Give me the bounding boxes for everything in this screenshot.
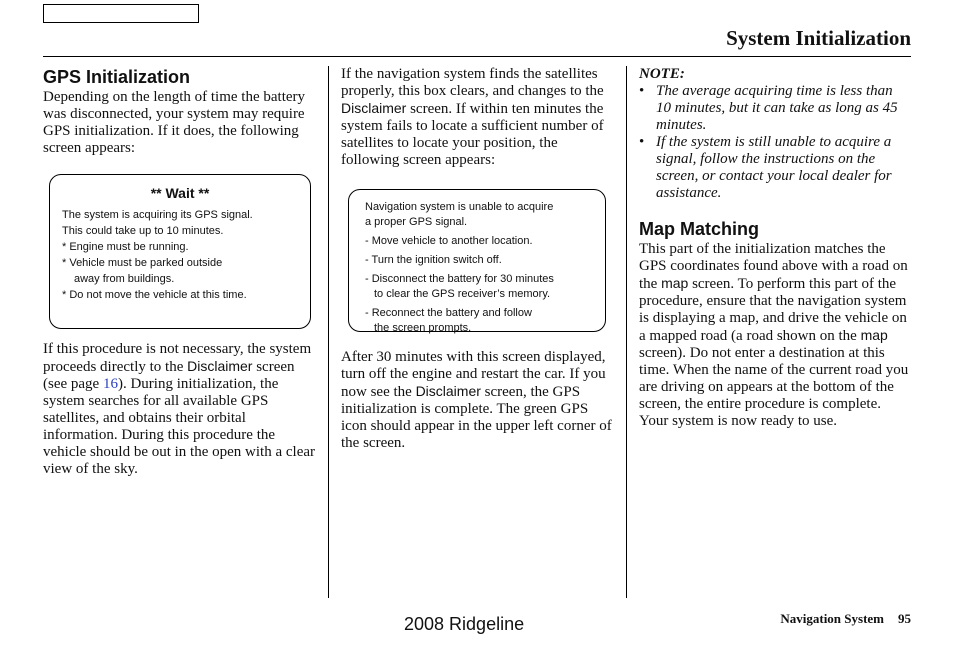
wait-screen-line: * Vehicle must be parked outside (62, 257, 223, 269)
header-rule (43, 56, 911, 57)
unable-screen-line: Navigation system is unable to acquire (365, 201, 554, 213)
text-span: screen (see page (43, 359, 295, 392)
text-span: This part of the initialization matches the GPS coordinates found above with a road on the (639, 241, 908, 292)
text-span: If this procedure is not necessary, the system proceeds directly to the (43, 341, 312, 375)
wait-screen-title: ** Wait ** (150, 185, 210, 201)
text-span: screen. To perform this part of the procedure, ensure that the navigation system is displaying a map, and drive the vehicle on a mapped road (a road shown on the (639, 276, 907, 344)
note-label: NOTE: (639, 66, 685, 82)
note-item: • If the system is still unable to acquire a signal, follow the instructions on the screen, or contact your local dealer for assistance. (639, 134, 911, 202)
vehicle-model-label: 2008 Ridgeline (404, 614, 525, 634)
restart-paragraph (341, 349, 613, 452)
unable-screen-line: - Turn the ignition switch off. (365, 254, 502, 266)
wait-screen-line: * Do not move the vehicle at this time. (62, 289, 247, 301)
right-column (639, 66, 911, 430)
text-span: screen, the GPS initialization is complete. The green GPS icon should appear in the upper left corner of the screen. (341, 384, 612, 451)
disclaimer-term: Disclaimer (415, 383, 481, 399)
text-span: ). During initialization, the system searches for all available GPS satellites, and obtains their orbital information. During this procedure the vehicle should be out in the open with a clear view of the sky. (43, 376, 315, 477)
note-item: • The average acquiring time is less than 10 minutes, but it can take as long as 45 minutes. (639, 83, 911, 134)
map-matching-heading: Map Matching (639, 219, 759, 239)
gps-procedure-paragraph (43, 341, 315, 478)
gps-initialization-heading: GPS Initialization (43, 67, 191, 87)
map-term: map (860, 327, 888, 343)
unable-screen-line: to clear the GPS receiver’s memory. (374, 288, 551, 300)
wait-screen-line: * Engine must be running. (62, 241, 189, 253)
footer-section-name: Navigation System (780, 611, 884, 626)
column-divider (626, 66, 627, 598)
map-matching-paragraph (639, 241, 911, 430)
text-span: screen). Do not enter a destination at this time. When the name of the current road you are driving on appears at the bottom of the screen, the entire procedure is complete. Your system is now ready to use. (639, 345, 909, 429)
unable-screen-line: the screen prompts. (374, 322, 472, 334)
header-tab-box (43, 4, 199, 23)
unable-screen-line: - Disconnect the battery for 30 minutes (365, 273, 554, 285)
unable-screen-line: - Move vehicle to another location. (365, 235, 533, 247)
page-reference-link[interactable]: 16 (102, 376, 118, 392)
page-title: System Initialization (726, 26, 911, 50)
text-span: screen. If within ten minutes the system fails to locate a sufficient number of satellites to locate your position, the following screen appears: (341, 101, 604, 168)
gps-intro-paragraph: Depending on the length of time the battery was disconnected, your system may require GPS initialization. If it does, the following screen appears: (43, 89, 306, 156)
unable-to-acquire-screen-illustration (348, 189, 606, 332)
disclaimer-term: Disclaimer (341, 100, 407, 116)
text-span: After 30 minutes with this screen displayed, turn off the engine and restart the car. If you now see the (341, 349, 606, 400)
wait-screen-line: This could take up to 10 minutes. (62, 225, 224, 237)
footer-section (780, 611, 911, 627)
map-term: map (661, 275, 689, 291)
wait-screen-line: The system is acquiring its GPS signal. (62, 209, 253, 221)
text-span: If the navigation system finds the satellites properly, this box clears, and changes to the (341, 66, 604, 99)
unable-screen-line: - Reconnect the battery and follow (365, 307, 532, 319)
left-column (43, 66, 315, 478)
column-divider (328, 66, 329, 598)
disclaimer-term: Disclaimer (187, 358, 253, 374)
page-number: 95 (898, 611, 911, 626)
satellite-paragraph (341, 66, 613, 169)
middle-column (341, 66, 613, 452)
wait-screen-line: away from buildings. (74, 273, 175, 285)
wait-screen-illustration (49, 174, 311, 329)
unable-screen-line: a proper GPS signal. (365, 216, 468, 228)
